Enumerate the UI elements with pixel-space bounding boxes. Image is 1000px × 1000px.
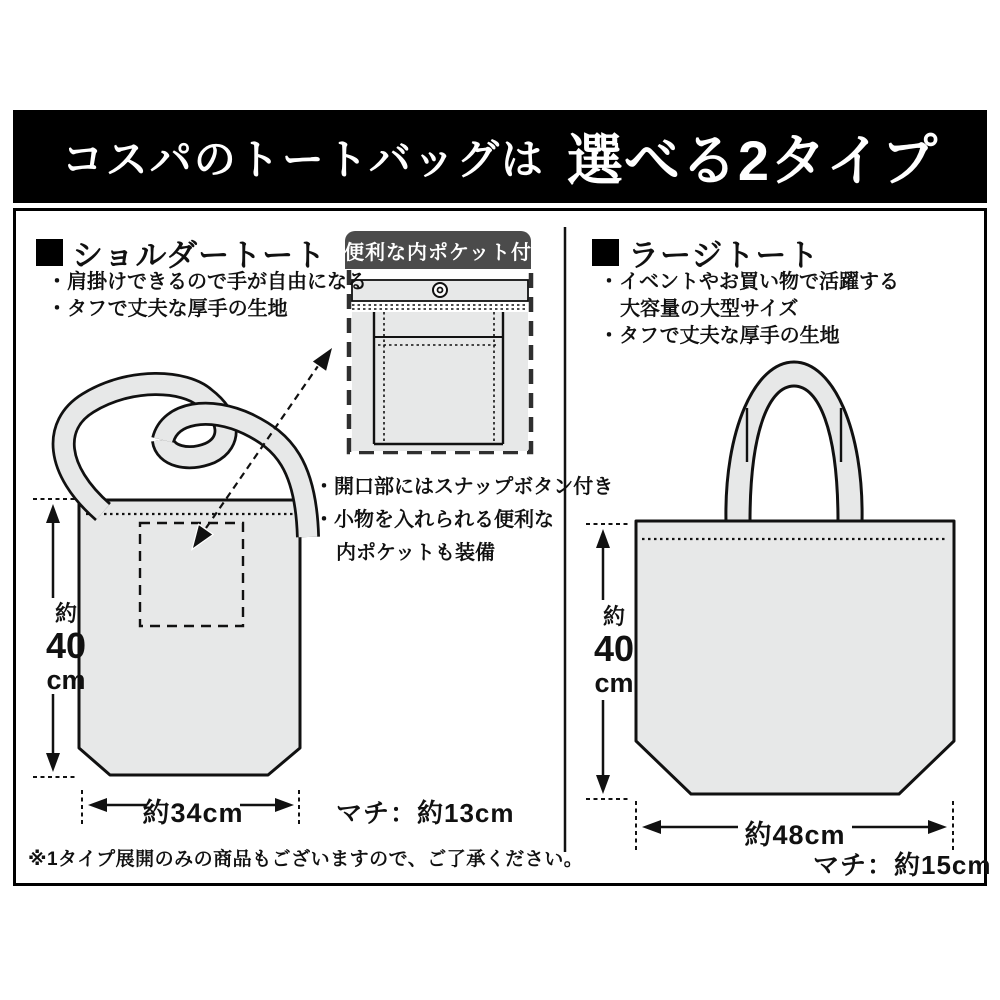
- snap-button-icon: [433, 283, 447, 297]
- shoulder-gusset-label: マチ：約13cm: [336, 798, 515, 828]
- feature-line: ・タフで丈夫な厚手の生地: [599, 325, 840, 347]
- large-height-label: 約 40 cm: [593, 604, 635, 698]
- shoulder-tote-features: [47, 269, 367, 323]
- banner-title-regular: コスパのトートバッグは: [61, 135, 545, 183]
- large-tote-handle: [726, 362, 862, 522]
- feature-line: ・イベントやお買い物で活躍する: [599, 271, 899, 293]
- inner-pocket-inset-diagram: [349, 270, 531, 452]
- note-line: 内ポケットも装備: [336, 542, 495, 564]
- large-bag-body: [636, 521, 954, 794]
- shoulder-bag-body: [79, 500, 300, 775]
- feature-line: ・肩掛けできるので手が自由になる: [47, 271, 367, 293]
- large-tote-heading-label: ラージトート: [628, 238, 820, 273]
- feature-line: ・タフで丈夫な厚手の生地: [47, 298, 288, 320]
- inner-pocket-inset-caption: 便利な内ポケット付: [345, 231, 531, 269]
- pocket-notes: [314, 471, 613, 570]
- shoulder-width-label: 約34cm: [142, 798, 244, 828]
- large-width-label: 約48cm: [744, 820, 846, 850]
- large-tote-features: [599, 269, 899, 350]
- feature-line: 大容量の大型サイズ: [620, 298, 799, 320]
- footnote: ※1タイプ展開のみの商品もございますので、ご了承ください。: [28, 849, 584, 870]
- large-gusset-label: マチ：約15cm: [813, 850, 992, 880]
- note-line: ・開口部にはスナップボタン付き: [314, 476, 614, 498]
- banner-title-bold: 選べる2タイプ: [566, 128, 939, 192]
- shoulder-height-label: 約 40 cm: [45, 601, 87, 695]
- shoulder-tote-heading-label: ショルダートート: [72, 238, 327, 273]
- title-banner: [13, 110, 987, 203]
- inset-interior: [352, 312, 528, 451]
- large-tote-illustration: [586, 362, 954, 852]
- heading-square-bullet: [36, 239, 63, 266]
- note-line: ・小物を入れられる便利な: [314, 509, 554, 531]
- heading-square-bullet: [592, 239, 619, 266]
